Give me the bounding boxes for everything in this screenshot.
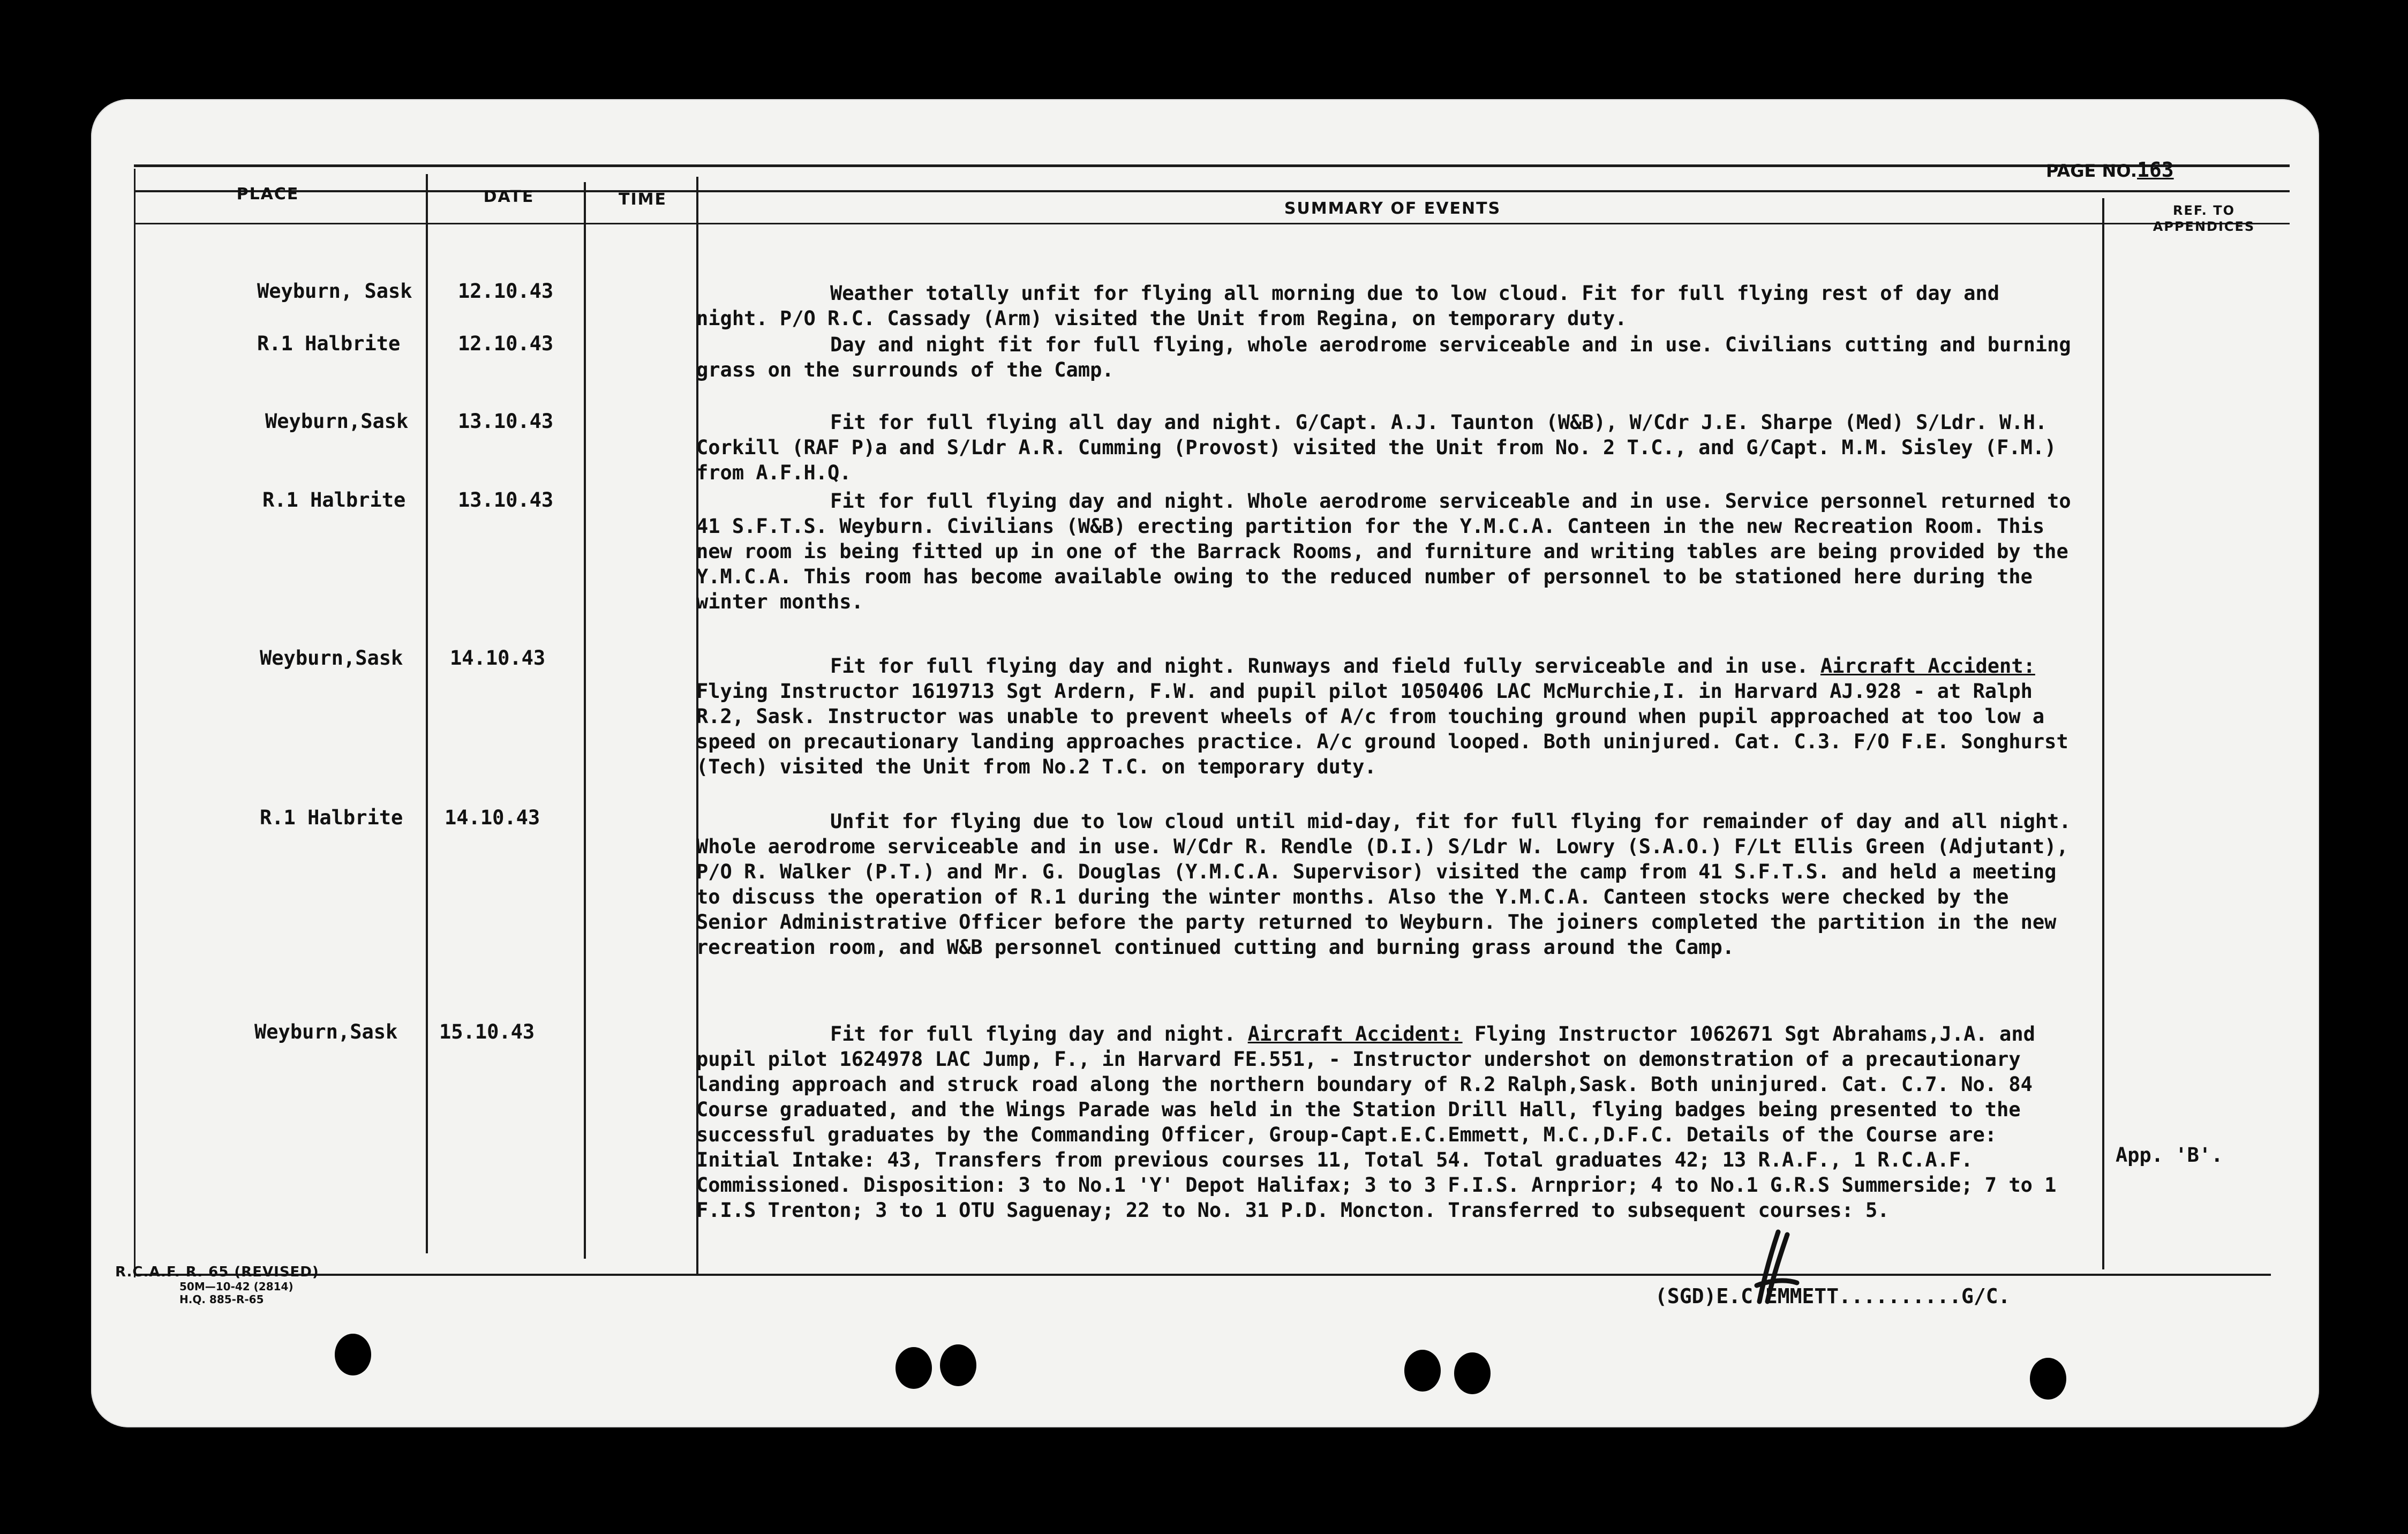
entry-date: 13.10.43 [458, 488, 554, 512]
entry-summary-text: Flying Instructor 1619713 Sgt Ardern, F.W. and pupil pilot 1050406 LAC McMurchie,I. in Harvard AJ.928 - at Ralph R.2, Sask. Instructor was unable to prevent wheels of A/c from touching ground when pupil approached at too low a speed on precautionary landing approaches practice. A/c ground looped. Both uninjured. Cat. C.3. F/O F.E. Songhurst (Tech) visited the Unit from No.2 T.C. on temporary duty. [696, 680, 2068, 778]
punch-hole [1404, 1350, 1441, 1392]
entry-summary-text: Flying Instructor 1062671 Sgt Abrahams,J.A. and pupil pilot 1624978 LAC Jump, F., in Harvard FE.551, - Instructor undershot on demonstration of a precautionary landing approach and struck road along the northern boundary of R.2 Ralph,Sask. Both uninjured. Cat. C.7. No. 84 Course graduated, and the Wings Parade was held in the Station Drill Hall, flying badges being presented to the successful graduates by the Commanding Officer, Group-Capt.E.C.Emmett, M.C.,D.F.C. Details of the Course are: Initial Intake: 43, Transfers from previous courses 11, Total 54. Total graduates 42; 13 R.A.F., 1 R.C.A.F. Commissioned. Disposition: 3 to No.1 'Y' Depot Halifax; 3 to 3 F.I.S. Arnprior; 4 to No.1 G.R.S Summerside; 7 to 1 F.I.S Trenton; 3 to 1 OTU Saguenay; 22 to No. 31 P.D. Moncton. Transferred to subsequent courses: 5. [696, 1022, 2057, 1222]
entry-summary-intro: Fit for full flying day and night. [830, 1022, 1236, 1046]
entry-summary-text: Day and night fit for full flying, whole aerodrome serviceable and in use. Civilians cutting and burning grass on the surrounds of the Camp. [696, 333, 2071, 381]
entry-place: R.1 Halbrite [262, 488, 406, 512]
entry-date: 15.10.43 [439, 1020, 535, 1043]
entry-place: Weyburn,Sask [260, 646, 403, 670]
aircraft-accident-label: Aircraft Accident: [1820, 655, 2035, 678]
entry-place: Weyburn, Sask [257, 280, 412, 303]
entry-date: 14.10.43 [450, 646, 546, 670]
aircraft-accident-label: Aircraft Accident: [1247, 1022, 1463, 1046]
punch-hole [2030, 1358, 2066, 1400]
entry-date: 13.10.43 [458, 410, 554, 433]
appendix-reference: App. 'B'. [2116, 1144, 2223, 1167]
entry-summary [696, 332, 2078, 382]
page-label-text: PAGE NO. [2046, 161, 2137, 181]
punch-hole [940, 1344, 976, 1386]
entry-summary-text: Weather totally unfit for flying all morning due to low cloud. Fit for full flying rest of day and night. P/O R.C. Cassady (Arm) visited the Unit from Regina, on temporary duty. [696, 282, 2000, 330]
column-header-place: PLACE [236, 185, 299, 204]
header-bottom-rule [134, 223, 2290, 224]
punch-hole [1454, 1352, 1491, 1394]
column-header-summary: SUMMARY OF EVENTS [1284, 199, 1501, 218]
entry-summary [696, 488, 2078, 614]
entry-summary-intro: Fit for full flying day and night. Runways and field fully serviceable and in use. [830, 655, 1809, 678]
form-id-line3: H.Q. 885-R-65 [179, 1293, 264, 1306]
column-divider-summary [2102, 198, 2104, 1269]
entry-date: 14.10.43 [445, 806, 540, 829]
entry-summary [696, 809, 2078, 960]
column-divider-date [584, 182, 586, 1259]
column-header-appendices: REF. TO APPENDICES [2153, 203, 2255, 234]
header-rule [134, 190, 2290, 192]
left-edge-rule [134, 169, 136, 1277]
page-number-label [2046, 158, 2174, 182]
entry-summary-text: Unfit for flying due to low cloud until mid-day, fit for full flying for remainder of day and all night. Whole aerodrome serviceable and in use. W/Cdr R. Rendle (D.I.) S/Ldr W. Lowry (S.A.O.) F/Lt Ellis Green (Adjutant), P/O R. Walker (P.T.) and Mr. G. Douglas (Y.M.C.A. Supervisor) visited the camp from 41 S.F.T.S. and held a meeting to discuss the operation of R.1 during the winter months. Also the Y.M.C.A. Canteen stocks were checked by the Senior Administrative Officer before the party returned to Weyburn. The joiners completed the partition in the new recreation room, and W&B personnel continued cutting and burning grass around the Camp. [696, 810, 2071, 959]
entry-summary-text: Fit for full flying all day and night. G/Capt. A.J. Taunton (W&B), W/Cdr J.E. Sharpe (Med) S/Ldr. W.H. Corkill (RAF P)a and S/Ldr A.R. Cumming (Provost) visited the Unit from No. 2 T.C., and G/Capt. M.M. Sisley (F.M.) from A.F.H.Q. [696, 411, 2057, 484]
top-rule [134, 164, 2290, 167]
entry-summary [696, 1021, 2078, 1223]
entry-place: R.1 Halbrite [257, 332, 401, 355]
entry-place: Weyburn,Sask [265, 410, 409, 433]
form-id-line1: R.C.A.F. R. 65 (REVISED) [115, 1264, 319, 1280]
signature-line: (SGD)E.C.EMMETT..........G/C. [1655, 1284, 2011, 1308]
column-header-time: TIME [619, 190, 667, 209]
entry-place: R.1 Halbrite [260, 806, 403, 829]
entry-summary-text: Fit for full flying day and night. Whole aerodrome serviceable and in use. Service personnel returned to 41 S.F.T.S. Weyburn. Civilians (W&B) erecting partition for the Y.M.C.A. Canteen in the new Recreation Room. This new room is being fitted up in one of the Barrack Rooms, and furniture and writing tables are being provided by the Y.M.C.A. This room has become available owing to the reduced number of personnel to be stationed here during the winter months. [696, 490, 2071, 613]
page-number: 163 [2136, 158, 2174, 182]
entry-summary [696, 281, 2078, 331]
entry-date: 12.10.43 [458, 280, 554, 303]
entry-place: Weyburn,Sask [254, 1020, 398, 1043]
punch-hole [896, 1347, 932, 1389]
bottom-rule [134, 1274, 2271, 1276]
entry-summary [696, 653, 2078, 779]
form-identifier [115, 1264, 319, 1306]
entry-date: 12.10.43 [458, 332, 554, 355]
punch-hole [335, 1334, 371, 1375]
column-header-date: DATE [483, 187, 535, 206]
column-divider-place [426, 174, 428, 1253]
entry-summary [696, 410, 2078, 485]
form-id-line2: 50M—10-42 (2814) [179, 1280, 294, 1293]
